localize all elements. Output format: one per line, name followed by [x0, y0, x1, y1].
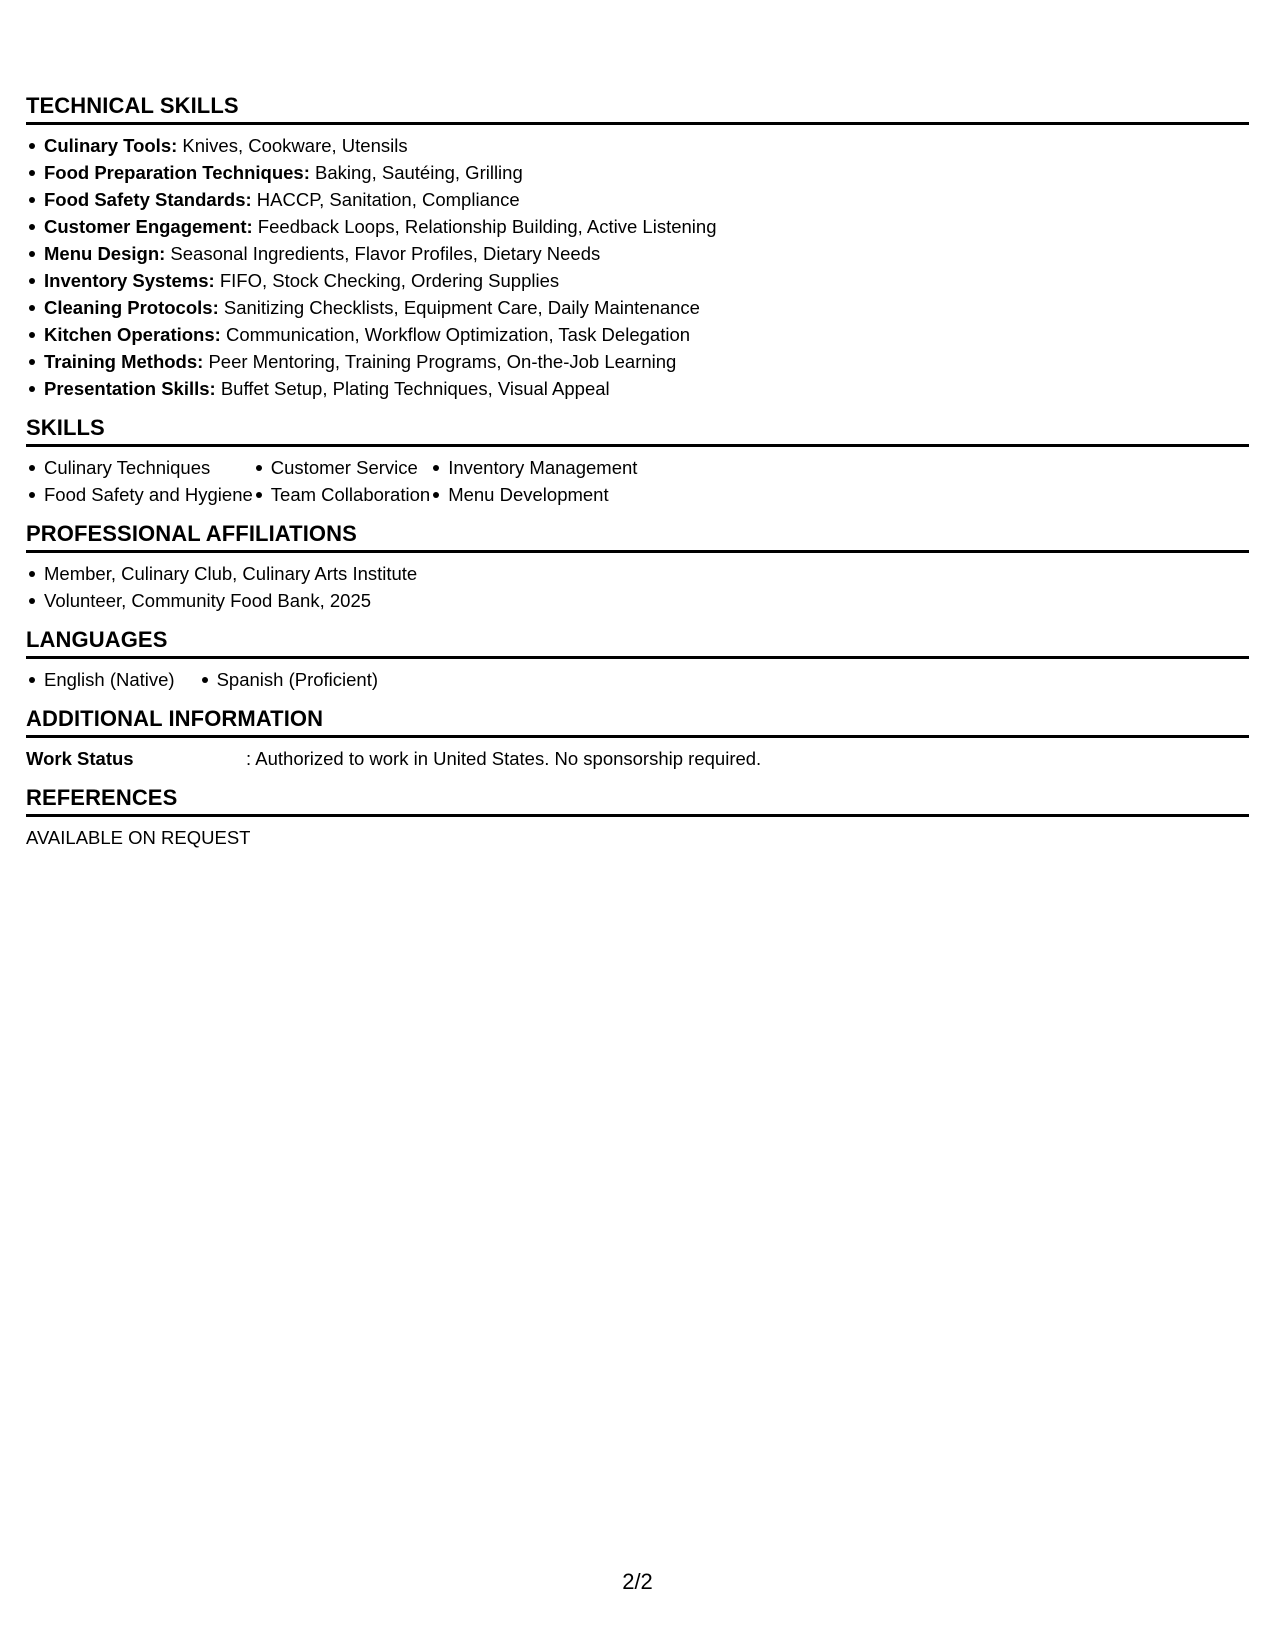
technical-skills-list — [26, 132, 1249, 402]
skill-category-value: Buffet Setup, Plating Techniques, Visual Appeal — [215, 378, 610, 399]
skill-category-value: Feedback Loops, Relationship Building, Active Listening — [252, 216, 717, 237]
list-item: Customer Service — [253, 454, 430, 481]
section-title: PROFESSIONAL AFFILIATIONS — [26, 521, 357, 546]
skills-column — [430, 454, 637, 508]
list-item: Member, Culinary Club, Culinary Arts Institute — [26, 560, 1249, 587]
list-item — [26, 321, 1249, 348]
section-divider — [26, 656, 1249, 659]
references-text: AVAILABLE ON REQUEST — [26, 827, 251, 848]
languages-section — [26, 626, 1249, 693]
list-item — [26, 294, 1249, 321]
list-item — [26, 375, 1249, 402]
section-divider — [26, 735, 1249, 738]
section-title: LANGUAGES — [26, 627, 168, 652]
skill-category-value: FIFO, Stock Checking, Ordering Supplies — [214, 270, 560, 291]
list-item: English (Native) — [26, 666, 175, 693]
section-divider — [26, 122, 1249, 125]
list-item: Culinary Techniques — [26, 454, 253, 481]
affiliations-list — [26, 560, 1249, 614]
work-status-label: Work Status — [26, 748, 134, 769]
skill-category-label: Kitchen Operations: — [44, 324, 221, 345]
skill-category-label: Cleaning Protocols: — [44, 297, 219, 318]
skill-category-label: Food Preparation Techniques: — [44, 162, 310, 183]
languages-list — [26, 666, 1249, 693]
skill-category-value: HACCP, Sanitation, Compliance — [251, 189, 520, 210]
list-item: Food Safety and Hygiene — [26, 481, 253, 508]
list-item: Team Collaboration — [253, 481, 430, 508]
list-item — [26, 240, 1249, 267]
skill-category-value: Knives, Cookware, Utensils — [177, 135, 408, 156]
skill-category-value: Sanitizing Checklists, Equipment Care, Daily Maintenance — [218, 297, 700, 318]
work-status-row — [26, 745, 1249, 772]
skill-category-label: Culinary Tools: — [44, 135, 178, 156]
list-item: Volunteer, Community Food Bank, 2025 — [26, 587, 1249, 614]
list-item — [26, 213, 1249, 240]
work-status-value: : Authorized to work in United States. No sponsorship required. — [246, 748, 762, 769]
resume-page — [26, 92, 1249, 863]
skills-grid — [26, 454, 1249, 508]
skills-section — [26, 414, 1249, 508]
technical-skills-section — [26, 92, 1249, 402]
section-title: SKILLS — [26, 415, 105, 440]
skill-category-label: Customer Engagement: — [44, 216, 253, 237]
section-title: ADDITIONAL INFORMATION — [26, 706, 324, 731]
page-number: 2/2 — [622, 1569, 653, 1594]
list-item — [26, 159, 1249, 186]
skill-category-label: Training Methods: — [44, 351, 204, 372]
list-item: Spanish (Proficient) — [199, 666, 378, 693]
skill-category-value: Seasonal Ingredients, Flavor Profiles, Dietary Needs — [165, 243, 601, 264]
skill-category-label: Menu Design: — [44, 243, 166, 264]
skill-category-label: Presentation Skills: — [44, 378, 216, 399]
skills-column — [253, 454, 430, 508]
skill-category-value: Communication, Workflow Optimization, Task Delegation — [220, 324, 691, 345]
skill-category-label: Food Safety Standards: — [44, 189, 252, 210]
additional-info-section — [26, 705, 1249, 772]
skills-column — [26, 454, 253, 508]
list-item — [26, 348, 1249, 375]
skill-category-value: Peer Mentoring, Training Programs, On-the-Job Learning — [203, 351, 677, 372]
section-title: REFERENCES — [26, 785, 178, 810]
skill-category-value: Baking, Sautéing, Grilling — [309, 162, 523, 183]
list-item: Inventory Management — [430, 454, 637, 481]
list-item — [26, 132, 1249, 159]
skill-category-label: Inventory Systems: — [44, 270, 215, 291]
list-item: Menu Development — [430, 481, 637, 508]
list-item — [26, 186, 1249, 213]
list-item — [26, 267, 1249, 294]
section-divider — [26, 444, 1249, 447]
section-title: TECHNICAL SKILLS — [26, 93, 239, 118]
section-divider — [26, 814, 1249, 817]
section-divider — [26, 550, 1249, 553]
affiliations-section — [26, 520, 1249, 614]
references-section — [26, 784, 1249, 851]
